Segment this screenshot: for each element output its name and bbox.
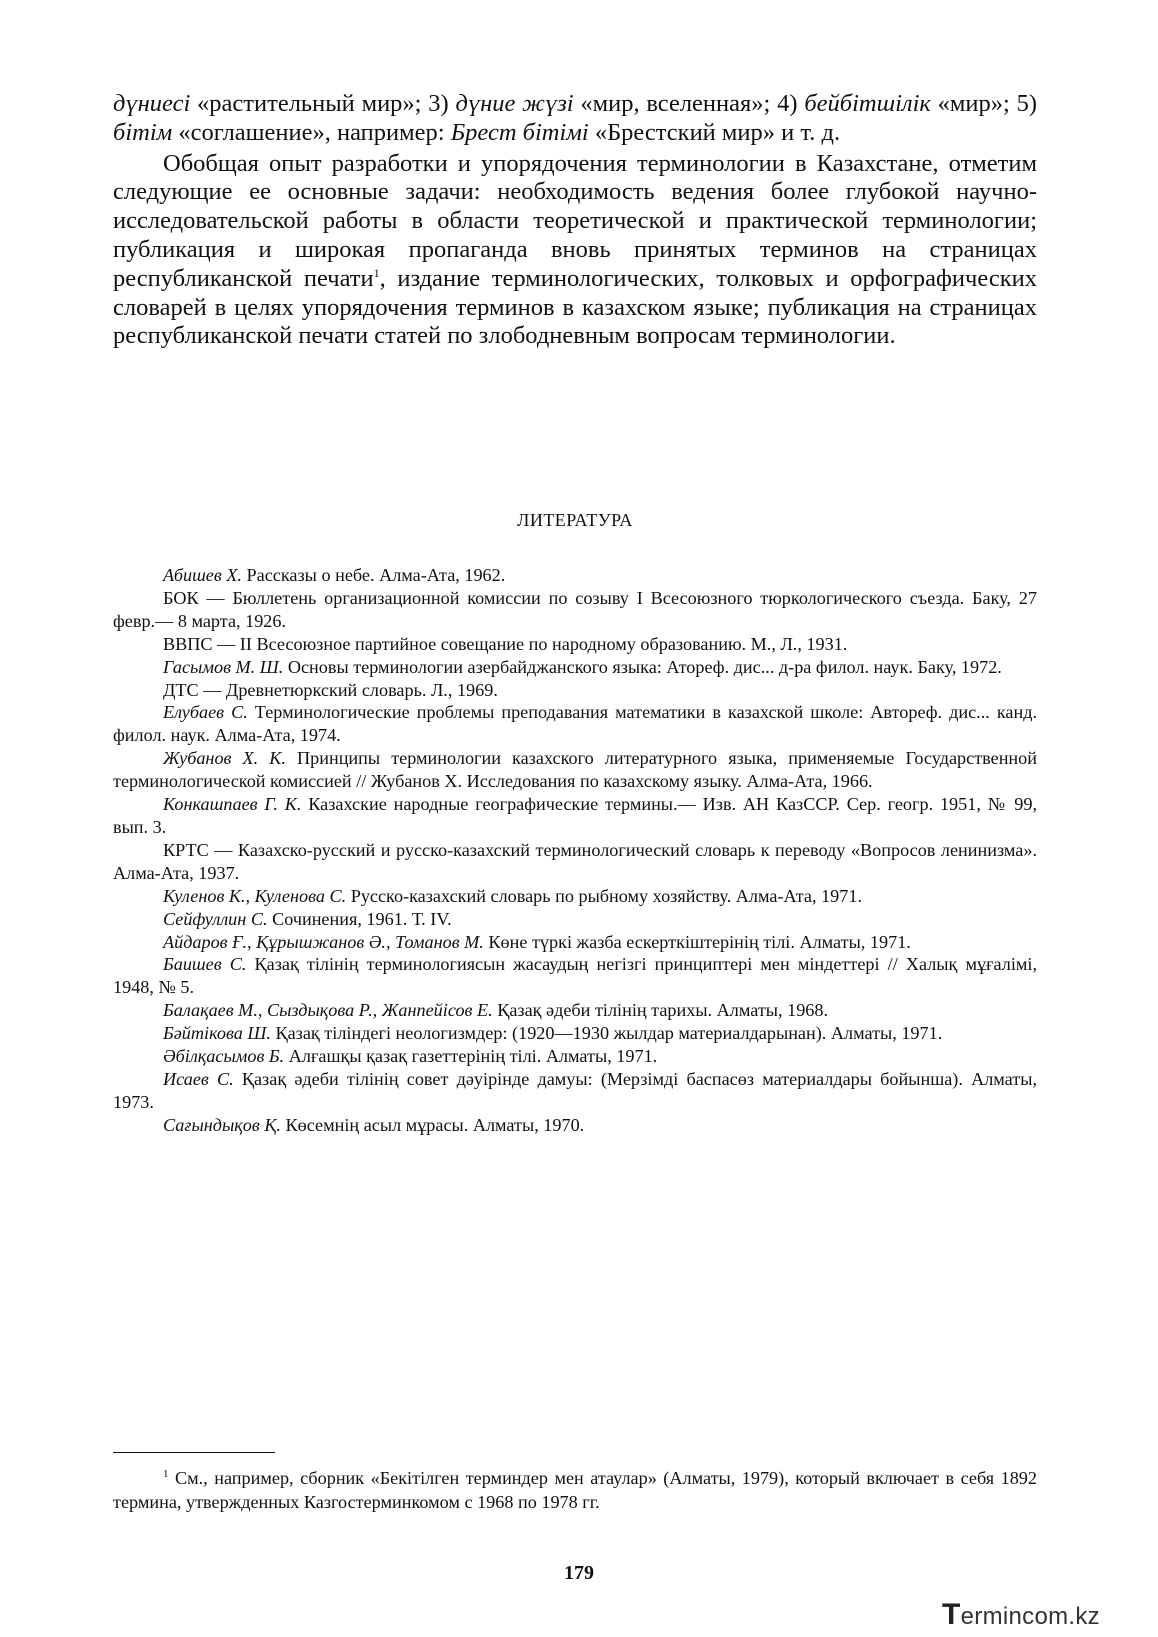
reference-item	[113, 908, 1037, 931]
reference-list	[113, 564, 1037, 1137]
reference-text: Көсемнің асыл мұрасы. Алматы, 1970.	[280, 1114, 585, 1135]
text-span: «Брестский мир» и т. д.	[588, 118, 841, 146]
reference-author: Сейфуллин С.	[163, 908, 268, 929]
reference-author: Бәйтікова Ш.	[163, 1023, 271, 1044]
reference-text: Қазақ тіліндегі неологизмдер: (1920—1930 жылдар материалдарынан). Алматы, 1971.	[270, 1023, 943, 1044]
text-span: «соглашение», например:	[172, 118, 451, 146]
reference-item	[113, 701, 1037, 747]
reference-text: Русско-казахский словарь по рыбному хозяйству. Алма-Ата, 1971.	[346, 885, 863, 906]
watermark-initial: T	[942, 1598, 961, 1631]
reference-item	[113, 679, 1037, 702]
reference-item	[113, 839, 1037, 885]
reference-author: Жубанов Х. К.	[163, 748, 286, 769]
reference-text: Қазақ әдеби тілінің совет дәуірінде дамуы: (Мерзімді баспасөз материалдары бойынша). Алматы, 1973.	[113, 1068, 1037, 1112]
reference-author: Балақаев М., Сыздықова Р., Жанпейісов Е.	[163, 1000, 493, 1021]
reference-item	[113, 885, 1037, 908]
reference-text: Рассказы о небе. Алма-Ата, 1962.	[241, 565, 506, 585]
reference-text: ДТС — Древнетюркский словарь. Л., 1969.	[163, 679, 498, 700]
footnote-reference[interactable]: 1	[373, 265, 380, 280]
reference-text: Терминологические проблемы преподавания математики в казахской школе: Автореф. дис... канд. филол. наук. Алма-Ата, 1974.	[113, 702, 1037, 746]
reference-text: Основы терминологии азербайджанского языка: Атореф. дис... д-ра филол. наук. Баку, 1972.	[283, 656, 1002, 677]
reference-item	[113, 1114, 1037, 1137]
text-span: «мир»; 5)	[930, 90, 1037, 117]
literature-heading: ЛИТЕРАТУРА	[517, 510, 633, 530]
site-watermark	[942, 1598, 1142, 1631]
reference-text: КРТС — Казахско-русский и русско-казахский терминологический словарь к переводу «Вопросов ленинизма». Алма-Ата, 1937.	[113, 839, 1037, 883]
reference-author: Абишев Х.	[163, 565, 242, 585]
reference-text: Алғашқы қазақ газеттерінің тілі. Алматы, 1971.	[284, 1046, 658, 1067]
reference-item	[113, 747, 1037, 793]
reference-author: Куленов К., Куленова С.	[163, 885, 347, 906]
text-span: «мир, вселенная»; 4)	[573, 90, 805, 117]
reference-text: Сочинения, 1961. Т. IV.	[267, 908, 452, 929]
text-span: Обобщая опыт разработки и упорядочения терминологии в Казахстане, отметим следующие ее основные задачи: необходимость ведения более глубокой научно-исследовательской работы в области теоретической и практической терминологии; публикация и широкая пропаганда вновь принятых терминов на страницах республиканской печати	[113, 149, 1037, 292]
italic-term: дүниесі	[113, 90, 191, 117]
reference-text: ВВПС — II Всесоюзное партийное совещание по народному образованию. М., Л., 1931.	[163, 633, 848, 654]
reference-text: Казахские народные географические термины.— Изв. АН КазССР. Сер. геогр. 1951, № 99, вып. 3.	[113, 794, 1037, 837]
reference-text: Принципы терминологии казахского литературного языка, применяемые Государственной терминологической комиссией // Жубанов Х. Исследования по казахскому языку. Алма-Ата, 1966.	[113, 748, 1037, 792]
reference-item	[113, 999, 1037, 1022]
reference-author: Елубаев С.	[163, 702, 248, 723]
paragraph-summary	[113, 150, 1037, 352]
reference-item	[113, 953, 1037, 999]
reference-author: Айдаров Ғ., Құрышжанов Ә., Томанов М.	[163, 931, 484, 952]
italic-term: бейбітшілік	[804, 90, 931, 117]
reference-item	[113, 564, 1037, 587]
reference-item	[113, 656, 1037, 679]
reference-author: Конкашпаев Г. К.	[163, 794, 302, 815]
main-text	[113, 90, 1037, 351]
paragraph-continuation	[113, 90, 1037, 148]
text-span: , издание терминологических, толковых и орфографических словарей в целях упорядочения терминов в казахском языке; публикация на страницах республиканской печати статей по злободневным вопросам терминологии.	[113, 264, 1037, 350]
reference-author: Әбілқасымов Б.	[163, 1046, 285, 1067]
reference-text: Көне түркі жазба ескерткіштерінің тілі. Алматы, 1971.	[483, 931, 911, 952]
reference-item	[113, 1022, 1037, 1045]
reference-author: Гасымов М. Ш.	[163, 656, 284, 677]
footnote-text: См., например, сборник «Бекітілген терминдер мен атаулар» (Алматы, 1979), который включает в себя 1892 термина, утвержденных Казгостерминкомом с 1968 по 1978 гг.	[113, 1468, 1037, 1512]
reference-text: Қазақ тілінің терминологиясын жасаудың негізгі принциптері мен міндеттері // Халық мұғалімі, 1948, № 5.	[113, 954, 1037, 998]
text-span: «растительный мир»; 3)	[190, 90, 456, 117]
reference-item	[113, 1068, 1037, 1114]
reference-text: БОК — Бюллетень организационной комиссии по созыву I Всесоюзного тюркологического съезда. Баку, 27 февр.— 8 марта, 1926.	[113, 587, 1037, 631]
reference-text: Қазақ әдеби тілінің тарихы. Алматы, 1968.	[492, 1000, 829, 1021]
italic-term: Брест бітімі	[450, 118, 589, 146]
footnote-divider	[113, 1452, 275, 1453]
reference-author: Баишев С.	[163, 954, 247, 975]
watermark-text: ermincom.kz	[960, 1603, 1100, 1630]
page-number: 179	[564, 1562, 594, 1584]
reference-item	[113, 633, 1037, 656]
footnote-mark: 1	[163, 1467, 169, 1480]
reference-item	[113, 931, 1037, 954]
reference-item	[113, 1045, 1037, 1068]
reference-author: Сағындықов Қ.	[163, 1114, 281, 1135]
reference-item	[113, 793, 1037, 839]
reference-item	[113, 587, 1037, 633]
italic-term: дүние жүзі	[455, 90, 574, 117]
italic-term: бітім	[113, 118, 173, 146]
footnote	[113, 1467, 1037, 1514]
reference-author: Исаев С.	[163, 1068, 234, 1089]
